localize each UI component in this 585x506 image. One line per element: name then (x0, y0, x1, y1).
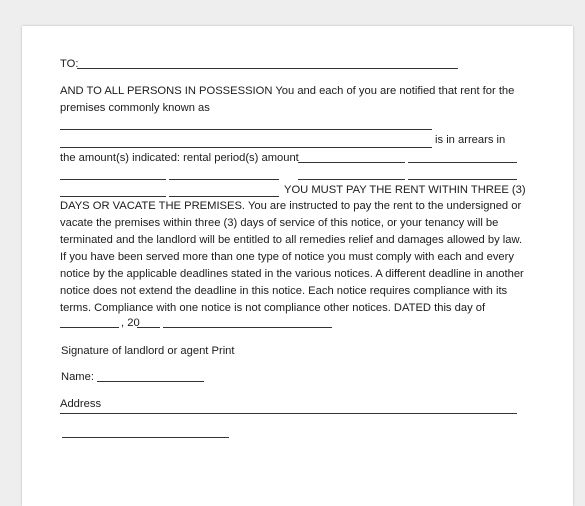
date-year-prefix: , 20 (121, 317, 140, 329)
rental-period-field-3[interactable] (298, 179, 405, 180)
premises-field-2[interactable] (60, 147, 432, 148)
arrears-text: is in arrears in (435, 134, 506, 146)
signature-field[interactable] (62, 437, 229, 438)
date-year-field[interactable] (137, 327, 160, 328)
to-label: TO: (60, 58, 79, 70)
to-field[interactable] (77, 68, 458, 69)
document-page (22, 26, 573, 506)
amount-field-1[interactable] (408, 162, 517, 163)
amount-field-3[interactable] (408, 179, 517, 180)
notice-line-pay: YOU MUST PAY THE RENT WITHIN THREE (3) (284, 184, 526, 196)
notice-line-8: terminated and the landlord will be entitled to all remedies relief and damages allowed by law. (60, 234, 523, 246)
rental-period-field-1[interactable] (298, 162, 405, 163)
address-field[interactable] (60, 413, 517, 414)
amount-field-2[interactable] (169, 179, 279, 180)
notice-line-9: If you have been served more than one type of notice you must comply with each and every (60, 251, 514, 263)
address-label: Address (60, 398, 102, 410)
notice-line-11: notice does not extend the deadline in this notice. Each notice requires compliance with its (60, 285, 508, 297)
premises-field[interactable] (60, 129, 432, 130)
notice-line-7: vacate the premises within three (3) days of service of this notice, or your tenancy will be (60, 217, 499, 229)
signature-label: Signature of landlord or agent Print (61, 345, 235, 357)
notice-line-2: premises commonly known as (60, 102, 210, 114)
notice-line-12: terms. Compliance with one notice is not compliance other notices. DATED this day of (60, 302, 486, 314)
notice-line-1: AND TO ALL PERSONS IN POSSESSION You and each of you are notified that rent for the (60, 85, 515, 97)
name-label: Name: (61, 371, 94, 383)
notice-line-10: notice by the applicable deadlines stated in the various notices. A different deadline in another (60, 268, 524, 280)
name-field[interactable] (97, 381, 204, 382)
date-day-field[interactable] (60, 327, 119, 328)
notice-line-amount: the amount(s) indicated: rental period(s) amount (60, 152, 299, 164)
amount-field-4[interactable] (169, 196, 279, 197)
rental-period-field-2[interactable] (60, 179, 166, 180)
rental-period-field-4[interactable] (60, 196, 166, 197)
date-extra-field[interactable] (163, 327, 332, 328)
notice-line-6: DAYS OR VACATE THE PREMISES. You are instructed to pay the rent to the undersigned or (60, 200, 522, 212)
